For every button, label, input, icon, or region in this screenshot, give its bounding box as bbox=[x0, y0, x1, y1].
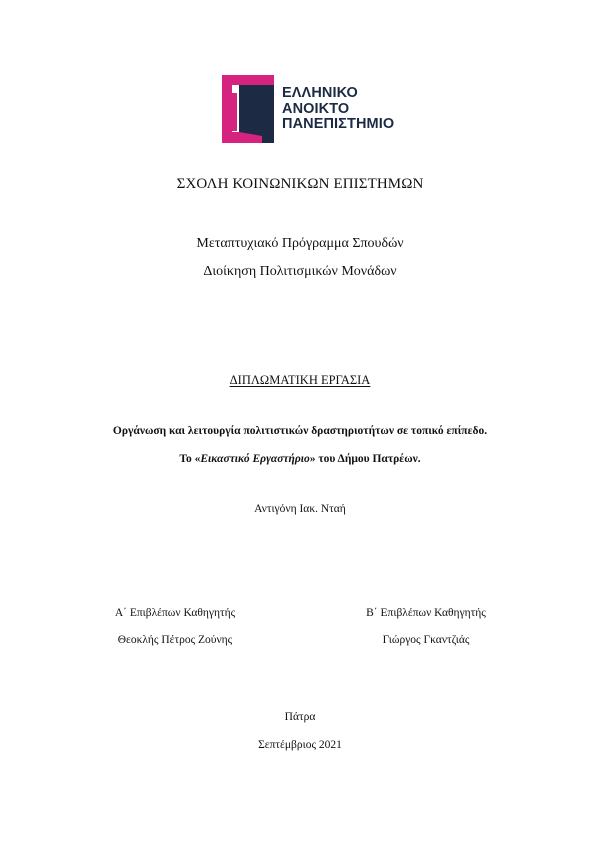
thesis-title-line-2 bbox=[0, 453, 600, 465]
first-supervisor-role: Α΄ Επιβλέπων Καθηγητής bbox=[114, 607, 236, 619]
logo-line-3: ΠΑΝΕΠΙΣΤΗΜΙΟ bbox=[282, 116, 395, 132]
program-specialization: Διοίκηση Πολιτισμικών Μονάδων bbox=[203, 264, 397, 279]
title-suffix: » του Δήμου Πατρέων. bbox=[309, 453, 421, 465]
second-supervisor-role: Β΄ Επιβλέπων Καθηγητής bbox=[366, 607, 486, 619]
submission-date: Σεπτέμβριος 2021 bbox=[258, 739, 342, 751]
author-name: Αντιγόνη Ιακ. Νταή bbox=[254, 503, 346, 515]
logo-wordmark bbox=[282, 86, 394, 133]
city: Πάτρα bbox=[284, 711, 316, 723]
school-name: ΣΧΟΛΗ ΚΟΙΝΩΝΙΚΩΝ ΕΠΙΣΤΗΜΩΝ bbox=[176, 176, 424, 192]
first-supervisor-name: Θεοκλής Πέτρος Ζούνης bbox=[117, 634, 233, 646]
logo-line-2: ΑΝΟΙΚΤΟ bbox=[282, 100, 350, 117]
document-type: ΔΙΠΛΩΜΑΤΙΚΗ ΕΡΓΑΣΙΑ bbox=[229, 373, 371, 387]
second-supervisor-name: Γιώργος Γκαντζιάς bbox=[382, 634, 470, 646]
logo-navy-book bbox=[239, 85, 274, 136]
logo-magenta-inner-bar bbox=[231, 93, 237, 131]
program-name: Μεταπτυχιακό Πρόγραμμα Σπουδών bbox=[196, 236, 404, 251]
thesis-title-line-1: Οργάνωση και λειτουργία πολιτιστικών δραστηριοτήτων σε τοπικό επίπεδο. bbox=[112, 425, 488, 437]
logo-line-1: ΕΛΛΗΝΙΚΟ bbox=[282, 85, 358, 101]
title-prefix: Το « bbox=[179, 453, 201, 465]
title-italic-name: Εικαστικό Εργαστήριο bbox=[200, 453, 310, 465]
